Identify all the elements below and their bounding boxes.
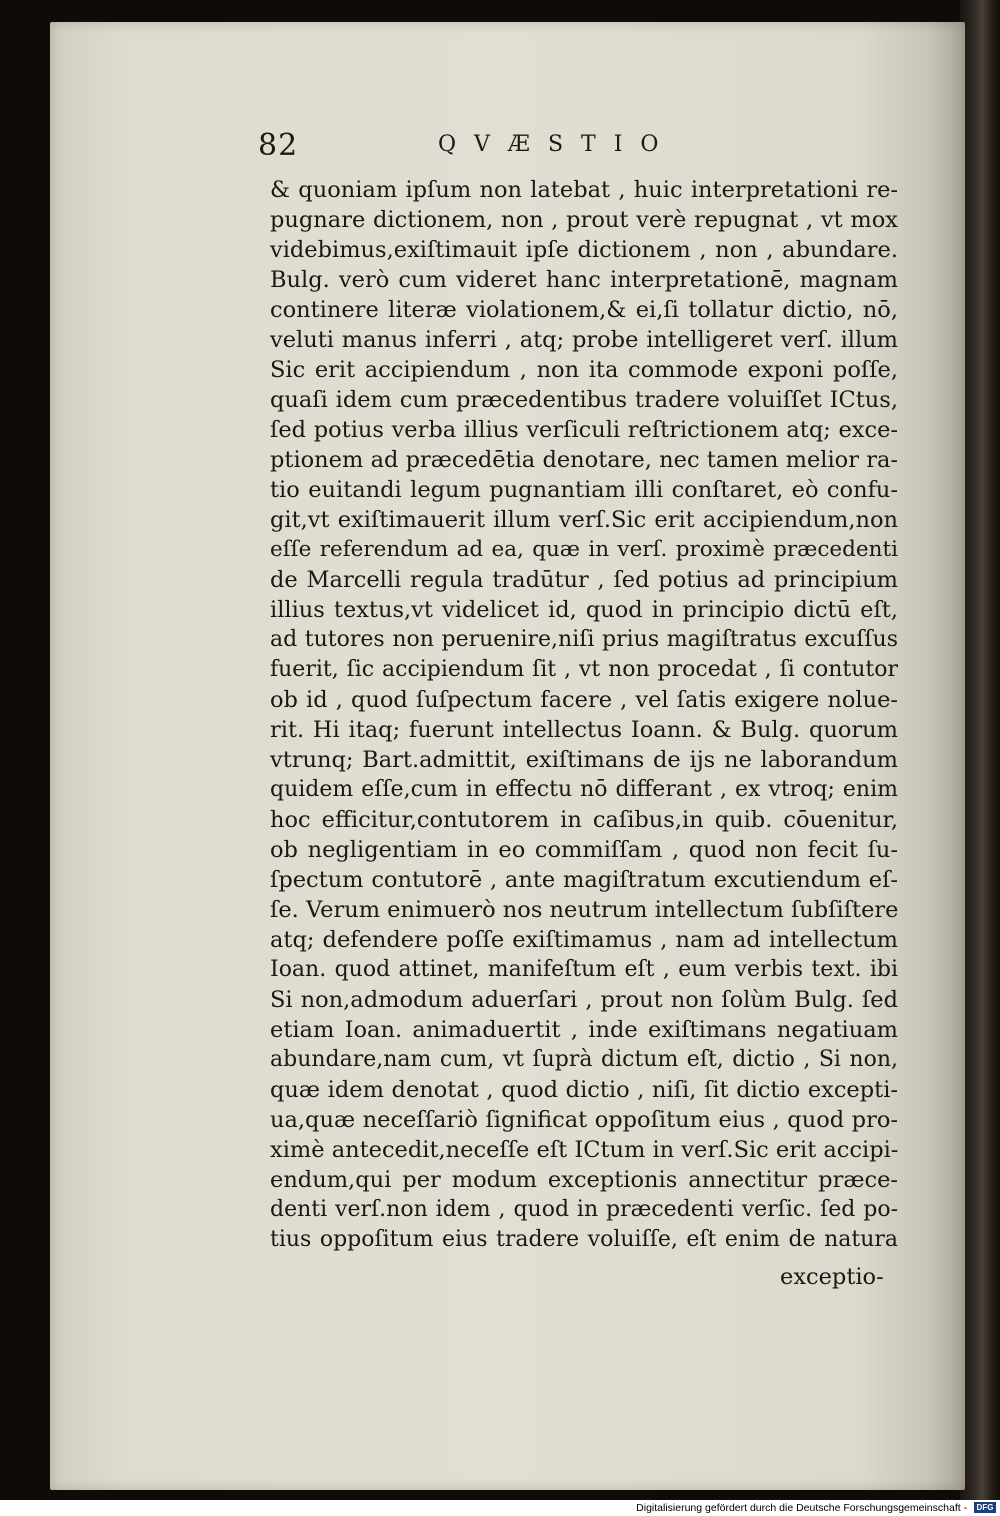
- text-line: ximè antecedit,neceſſe eſt ICtum in verſ.Sic erit accipi-: [270, 1137, 899, 1163]
- text-line: ob negligentiam in eo commiſſam , quod non fecit ſu-: [270, 837, 898, 863]
- text-line: git,vt exiſtimauerit illum verſ.Sic erit accipiendum,non: [270, 507, 898, 533]
- text-line: videbimus,exiſtimauit ipſe dictionem , non , abundare.: [270, 237, 898, 263]
- text-line: abundare,nam cum, vt ſuprà dictum eſt, dictio , Si non,: [270, 1047, 898, 1072]
- page-header: [258, 128, 758, 168]
- text-line: eſſe referendum ad ea, quæ in verſ. proximè præcedenti: [270, 537, 898, 562]
- text-line: Si non,admodum aduerſari , prout non ſolùm Bulg. ſed: [270, 987, 898, 1013]
- text-line: quaſi idem cum præcedentibus tradere voluiſſet ICtus,: [270, 387, 898, 413]
- text-line: Bulg. verò cum videret hanc interpretationē, magnam: [270, 267, 898, 293]
- text-line: endum,qui per modum exceptionis annectitur præce-: [270, 1167, 898, 1193]
- digitization-footer: [0, 1500, 1000, 1516]
- text-line: tio euitandi legum pugnantiam illi conſtaret, eò confu-: [270, 477, 898, 503]
- text-line: Ioan. quod attinet, manifeſtum eſt , eum verbis text. ibi: [270, 957, 898, 982]
- text-line: etiam Ioan. animaduertit , inde exiſtimans negatiuam: [270, 1017, 898, 1043]
- text-line: pugnare dictionem, non , prout verè repugnat , vt mox: [270, 207, 898, 233]
- page-number: 82: [258, 128, 299, 163]
- text-line: ptionem ad præcedētia denotare, nec tamen melior ra-: [270, 447, 898, 473]
- text-line: rit. Hi itaq; fuerunt intellectus Ioann. & Bulg. quorum: [270, 717, 898, 743]
- text-line: veluti manus inferri , atq; probe intelligeret verſ. illum: [270, 327, 898, 353]
- text-line: & quoniam ipſum non latebat , huic interpretationi re-: [270, 177, 898, 203]
- body-text: [270, 175, 898, 1255]
- text-line: atq; defendere poſſe exiſtimamus , nam ad intellectum: [270, 927, 898, 953]
- text-line: tius oppoſitum eius tradere voluiſſe, eſt enim de natura: [270, 1227, 898, 1252]
- catchword: exceptio-: [780, 1264, 884, 1290]
- text-line: illius textus,vt videlicet id, quod in principio dictū eſt,: [270, 597, 898, 623]
- text-line: hoc efficitur,contutorem in caſibus,in quib. cōuenitur,: [270, 807, 898, 833]
- text-line: ad tutores non peruenire,niſi prius magiſtratus excuſſus: [270, 627, 898, 652]
- text-line: ſpectum contutorē , ante magiſtratum excutiendum eſ-: [270, 867, 898, 893]
- running-title: QVÆSTIO: [438, 132, 677, 157]
- text-line: Sic erit accipiendum , non ita commode exponi poſſe,: [270, 357, 898, 383]
- text-line: ſe. Verum enimuerò nos neutrum intellectum ſubſiſtere: [270, 897, 899, 923]
- text-line: ua,quæ neceſſariò ſignificat oppoſitum eius , quod pro-: [270, 1107, 898, 1133]
- footer-credit: Digitalisierung gefördert durch die Deutsche Forschungsgemeinschaft -: [636, 1502, 968, 1514]
- text-line: continere literæ violationem,& ei,ſi tollatur dictio, nō,: [270, 297, 898, 323]
- text-line: quidem eſſe,cum in effectu nō differant , ex vtroq; enim: [270, 777, 898, 802]
- text-line: denti verſ.non idem , quod in præcedenti verſic. ſed po-: [270, 1197, 898, 1222]
- text-line: fuerit, ſic accipiendum ſit , vt non procedat , ſi contutor: [270, 657, 898, 682]
- text-line: ob id , quod ſuſpectum facere , vel ſatis exigere noluе-: [270, 687, 898, 713]
- dfg-logo: DFG: [974, 1502, 996, 1513]
- text-line: de Marcelli regula tradūtur , ſed potius ad principium: [270, 567, 898, 593]
- text-line: vtrunq; Bart.admittit, exiſtimans de ijs ne laborandum: [270, 747, 898, 773]
- book-binding-edge: [960, 0, 1000, 1500]
- text-line: quæ idem denotat , quod dictio , niſi, ſit dictio excepti-: [270, 1077, 898, 1103]
- text-line: ſed potius verba illius verſiculi reſtrictionem atq; exce-: [270, 417, 898, 443]
